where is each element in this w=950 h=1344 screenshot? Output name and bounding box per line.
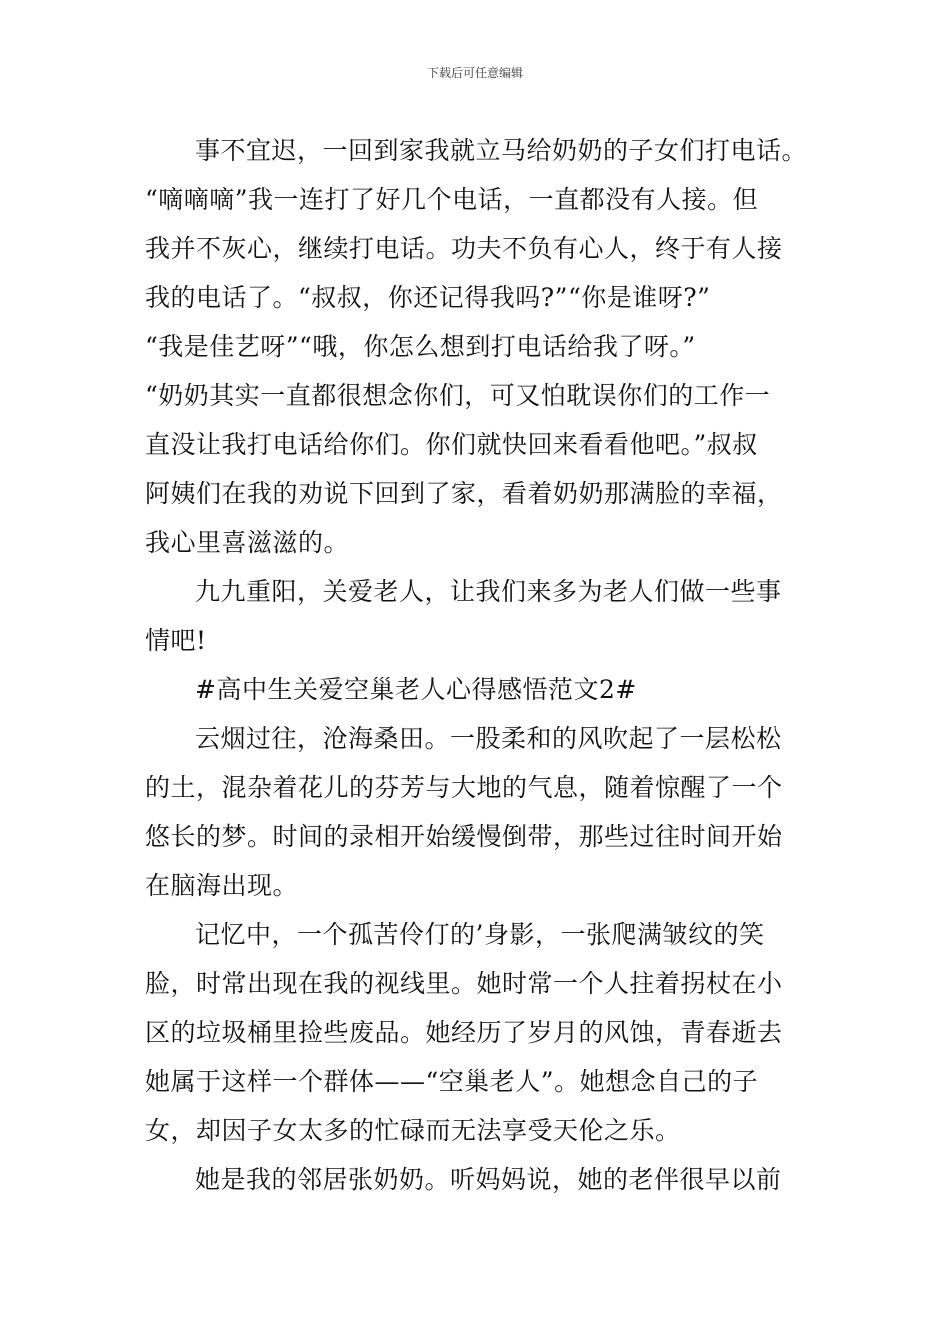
text-line: 女，却因子女太多的忙碌而无法享受天伦之乐。 bbox=[145, 1116, 681, 1145]
text-line: 我的电话了。“叔叔，你还记得我吗?”“你是谁呀?” bbox=[145, 283, 711, 312]
text-line: 区的垃圾桶里捡些废品。她经历了岁月的风蚀，青春逝去 bbox=[145, 1018, 783, 1047]
text-line: “我是佳艺呀”“哦，你怎么想到打电话给我了呀。” bbox=[145, 332, 696, 361]
text-line: 事不宜迟，一回到家我就立马给奶奶的子女们打电话。 bbox=[195, 136, 808, 165]
text-line: “奶奶其实一直都很想念你们，可又怕耽误你们的工作一 bbox=[145, 381, 771, 410]
text-line: 云烟过往，沧海桑田。一股柔和的风吹起了一层松松 bbox=[195, 724, 782, 753]
text-line: 情吧! bbox=[145, 626, 207, 655]
text-line: 阿姨们在我的劝说下回到了家，看着奶奶那满脸的幸福， bbox=[145, 479, 783, 508]
text-line: 直没让我打电话给你们。你们就快回来看看他吧。”叔叔 bbox=[145, 430, 758, 459]
text-line: 我心里喜滋滋的。 bbox=[145, 528, 350, 557]
text-line: 在脑海出现。 bbox=[145, 871, 299, 900]
text-line: 记忆中，一个孤苦伶仃的’身影，一张爬满皱纹的笑 bbox=[195, 920, 765, 949]
text-line: 的土，混杂着花儿的芬芳与大地的气息，随着惊醒了一个 bbox=[145, 773, 783, 802]
document-body bbox=[145, 126, 815, 1204]
section-heading: #高中生关爱空巢老人心得感悟范文2# bbox=[195, 675, 637, 704]
text-line: 她是我的邻居张奶奶。听妈妈说，她的老伴很早以前 bbox=[195, 1165, 782, 1194]
text-line: 脸，时常出现在我的视线里。她时常一个人拄着拐杖在小 bbox=[145, 969, 783, 998]
text-line: 九九重阳，关爱老人，让我们来多为老人们做一些事 bbox=[195, 577, 782, 606]
text-line: 她属于这样一个群体——“空巢老人”。她想念自己的子 bbox=[145, 1067, 759, 1096]
page-header: 下载后可任意编辑 bbox=[426, 66, 523, 80]
text-line: 我并不灰心，继续打电话。功夫不负有心人，终于有人接 bbox=[145, 234, 783, 263]
text-line: “嘀嘀嘀”我一连打了好几个电话，一直都没有人接。但 bbox=[145, 185, 759, 214]
text-line: 悠长的梦。时间的录相开始缓慢倒带，那些过往时间开始 bbox=[145, 822, 783, 851]
